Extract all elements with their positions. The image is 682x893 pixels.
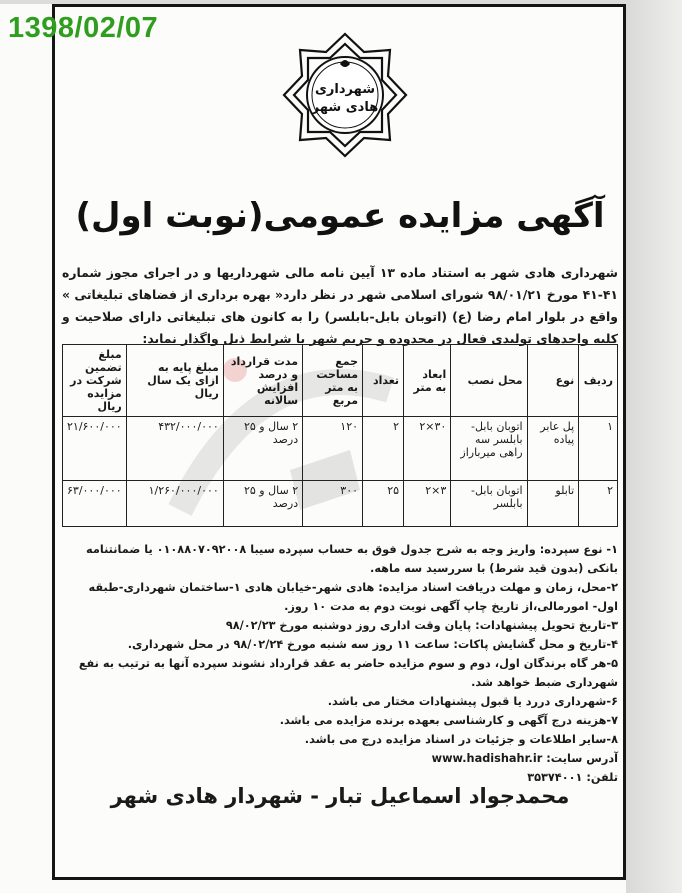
table-cell: ۳×۲: [404, 481, 451, 527]
header-cell: ابعاد به متر: [404, 345, 451, 417]
table-cell: ۳۰۰: [303, 481, 363, 527]
table-cell: ۲ سال و ۲۵ درصد: [223, 417, 302, 481]
table-cell: ۲: [363, 417, 404, 481]
header-cell: تعداد: [363, 345, 404, 417]
municipality-logo: [280, 30, 410, 160]
term-item: ۷-هزینه درج آگهی و کارشناسی بعهده برنده مزایده می باشد.: [279, 714, 618, 727]
phone-line: تلفن: ۳۵۳۷۴۰۰۱: [527, 771, 618, 784]
term-item: ۸-سایر اطلاعات و جزئیات در اسناد مزایده درج می باشد.: [304, 733, 618, 746]
date-stamp: 1398/02/07: [8, 12, 159, 44]
term-item: ۶-شهرداری دررد یا قبول پیشنهادات مختار می باشد.: [327, 695, 618, 708]
header-cell: نوع: [527, 345, 579, 417]
table-row: [63, 481, 618, 527]
table-cell: ۲۱/۶۰۰/۰۰۰: [63, 417, 127, 481]
term-item: ۱- نوع سپرده: واریز وجه به شرح جدول فوق به حساب سپرده سیبا ۰۱۰۸۸۰۷۰۹۲۰۰۸ یا ضمانتنامه بانکی (بدون قید شرط) با سررسید سه ماهه.: [85, 543, 618, 575]
notice-title: آگهی مزایده عمومی(نوبت اول): [75, 196, 605, 236]
header-cell: ردیف: [579, 345, 618, 417]
table-cell: ۳۰×۲: [404, 417, 451, 481]
table-header-row: [63, 345, 618, 417]
term-item: ۲-محل، زمان و مهلت دریافت اسناد مزایده: هادی شهر-خیابان هادی ۱-ساختمان شهرداری-طبقه اول- امورمالی،از تاریخ چاپ آگهی نوبت دوم به مدت ۱۰ روز.: [88, 581, 618, 613]
term-item: ۴-تاریخ و محل گشایش پاکات: ساعت ۱۱ روز سه شنبه مورخ ۹۸/۰۲/۲۴ در محل شهرداری.: [127, 638, 618, 651]
table-cell: اتوبان بابل- بابلسر: [451, 481, 527, 527]
table-cell: ۲: [579, 481, 618, 527]
header-cell: مبلغ تضمین شرکت در مزایده ریال: [63, 345, 127, 417]
table-cell: ۶۳/۰۰۰/۰۰۰: [63, 481, 127, 527]
website-line: آدرس سایت: www.hadishahr.ir: [431, 752, 618, 765]
term-item: ۳-تاریخ تحویل پیشنهادات: پایان وقت اداری روز دوشنبه مورخ ۹۸/۰۲/۲۳: [225, 619, 618, 632]
term-item: ۵-هر گاه برندگان اول، دوم و سوم مزایده حاضر به عقد قرارداد نشوند سپرده آنها به ترتیب به نفع شهرداری ضبط خواهد شد.: [78, 657, 618, 689]
logo-text-line1: شهرداری: [315, 82, 375, 97]
header-cell: جمع مساحت به متر مربع: [303, 345, 363, 417]
table-cell: ۴۳۲/۰۰۰/۰۰۰: [126, 417, 223, 481]
table-cell: ۱۲۰: [303, 417, 363, 481]
header-cell: مبلغ پایه به ازای یک سال ریال: [126, 345, 223, 417]
table-cell: پل عابر پیاده: [527, 417, 579, 481]
mayor-signature-line: محمدجواد اسماعیل تبار - شهردار هادی شهر: [110, 784, 570, 808]
table-cell: ۱: [579, 417, 618, 481]
intro-paragraph: شهرداری هادی شهر به استناد ماده ۱۳ آیین نامه مالی شهرداریها و در اجرای مجوز شماره ۴۱-۴۱ مورخ ۹۸/۰۱/۲۱ شورای اسلامی شهر در نظر دارد« بهره برداری از فضاهای تبلیغاتی » واقع در بلوار امام رضا (ع) (اتوبان بابل-بابلسر) را به کانون های تبلیغاتی دارای صلاحیت و کلیه واحدهای تولیدی فعال در محدوده و حریم شهر با شرایط ذیل واگذار نماید:: [62, 265, 618, 346]
table-cell: ۱/۲۶۰/۰۰۰/۰۰۰: [126, 481, 223, 527]
logo-text-line2: هادی شهر: [311, 100, 379, 115]
table-cell: تابلو: [527, 481, 579, 527]
auction-terms: [62, 540, 618, 787]
table-cell: ۲۵: [363, 481, 404, 527]
page-edge-shadow: [626, 0, 682, 893]
header-cell: محل نصب: [451, 345, 527, 417]
header-cell: مدت قرارداد و درصد افزایش سالانه: [223, 345, 302, 417]
table-cell: ۲ سال و ۲۵ درصد: [223, 481, 302, 527]
table-row: [63, 417, 618, 481]
table-cell: اتوبان بابل- بابلسر سه راهی میرباراز: [451, 417, 527, 481]
auction-items-table: [62, 344, 618, 527]
